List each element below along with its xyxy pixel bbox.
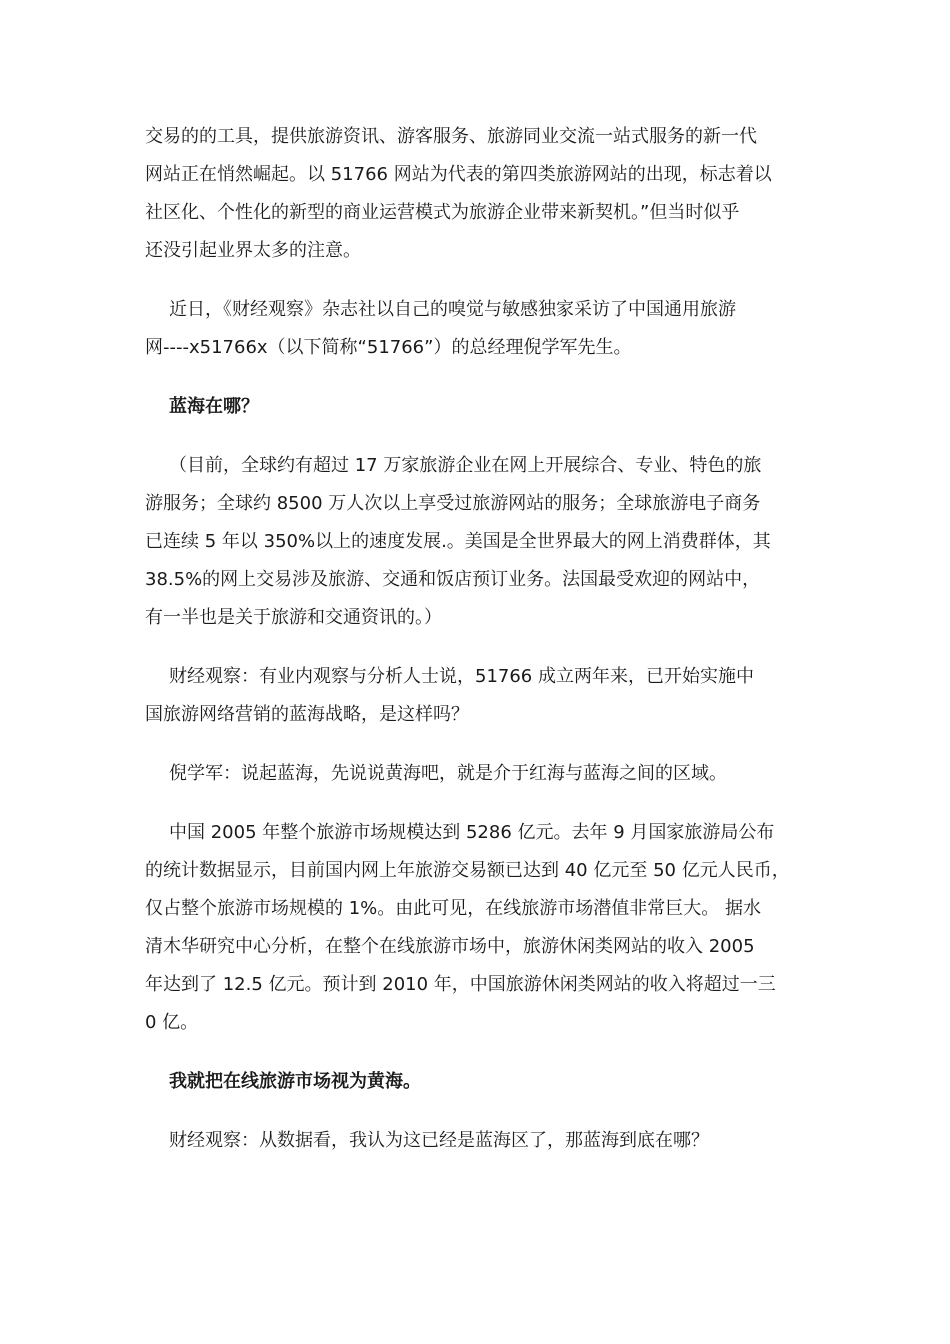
text-line: 网----x51766x（以下简称“51766”）的总经理倪学军先生。 — [145, 337, 632, 358]
text-line: 已连续 5 年以 350%以上的速度发展.。美国是全世界最大的网上消费群体，其 — [145, 531, 771, 552]
text-line: 近日，《财经观察》杂志社以自己的嗅觉与敏感独家采访了中国通用旅游 — [169, 299, 736, 320]
bold-statement: 我就把在线旅游市场视为黄海。 — [169, 1071, 421, 1092]
text-line: 财经观察：有业内观察与分析人士说，51766 成立两年来，已开始实施中 — [169, 666, 754, 687]
paragraph — [145, 814, 810, 1042]
paragraph — [145, 291, 810, 367]
paragraph — [145, 658, 810, 734]
text-line: 交易的的工具，提供旅游资讯、游客服务、旅游同业交流一站式服务的新一代 — [145, 126, 757, 147]
text-line: 社区化、个性化的新型的商业运营模式为旅游企业带来新契机。”但当时似乎 — [145, 202, 740, 223]
text-line: 游服务；全球约 8500 万人次以上享受过旅游网站的服务；全球旅游电子商务 — [145, 493, 761, 514]
paragraph — [145, 447, 810, 637]
paragraph — [145, 1122, 810, 1160]
text-line: 国旅游网络营销的蓝海战略，是这样吗？ — [145, 704, 469, 725]
text-line: 38.5%的网上交易涉及旅游、交通和饭店预订业务。法国最受欢迎的网站中， — [145, 569, 761, 590]
text-line: 仅占整个旅游市场规模的 1%。由此可见，在线旅游市场潜值非常巨大。 据水 — [145, 898, 761, 919]
text-line: 倪学军：说起蓝海，先说说黄海吧，就是介于红海与蓝海之间的区域。 — [169, 763, 727, 784]
text-line: 年达到了 12.5 亿元。预计到 2010 年，中国旅游休闲类网站的收入将超过一三 — [145, 974, 776, 995]
text-line: 网站正在悄然崛起。以 51766 网站为代表的第四类旅游网站的出现，标志着以 — [145, 164, 772, 185]
document-body — [145, 118, 810, 1181]
paragraph — [145, 118, 810, 270]
text-line: 中国 2005 年整个旅游市场规模达到 5286 亿元。去年 9 月国家旅游局公布 — [169, 822, 775, 843]
section-heading: 蓝海在哪？ — [169, 396, 259, 417]
text-line: 财经观察：从数据看，我认为这已经是蓝海区了，那蓝海到底在哪？ — [169, 1130, 709, 1151]
text-line: 还没引起业界太多的注意。 — [145, 240, 361, 261]
paragraph — [145, 755, 810, 793]
text-line: 0 亿。 — [145, 1012, 199, 1033]
text-line: 有一半也是关于旅游和交通资讯的。） — [145, 607, 442, 628]
text-line: （目前，全球约有超过 17 万家旅游企业在网上开展综合、专业、特色的旅 — [169, 455, 762, 476]
text-line: 的统计数据显示，目前国内网上年旅游交易额已达到 40 亿元至 50 亿元人民币， — [145, 860, 790, 881]
text-line: 清木华研究中心分析，在整个在线旅游市场中，旅游休闲类网站的收入 2005 — [145, 936, 755, 957]
